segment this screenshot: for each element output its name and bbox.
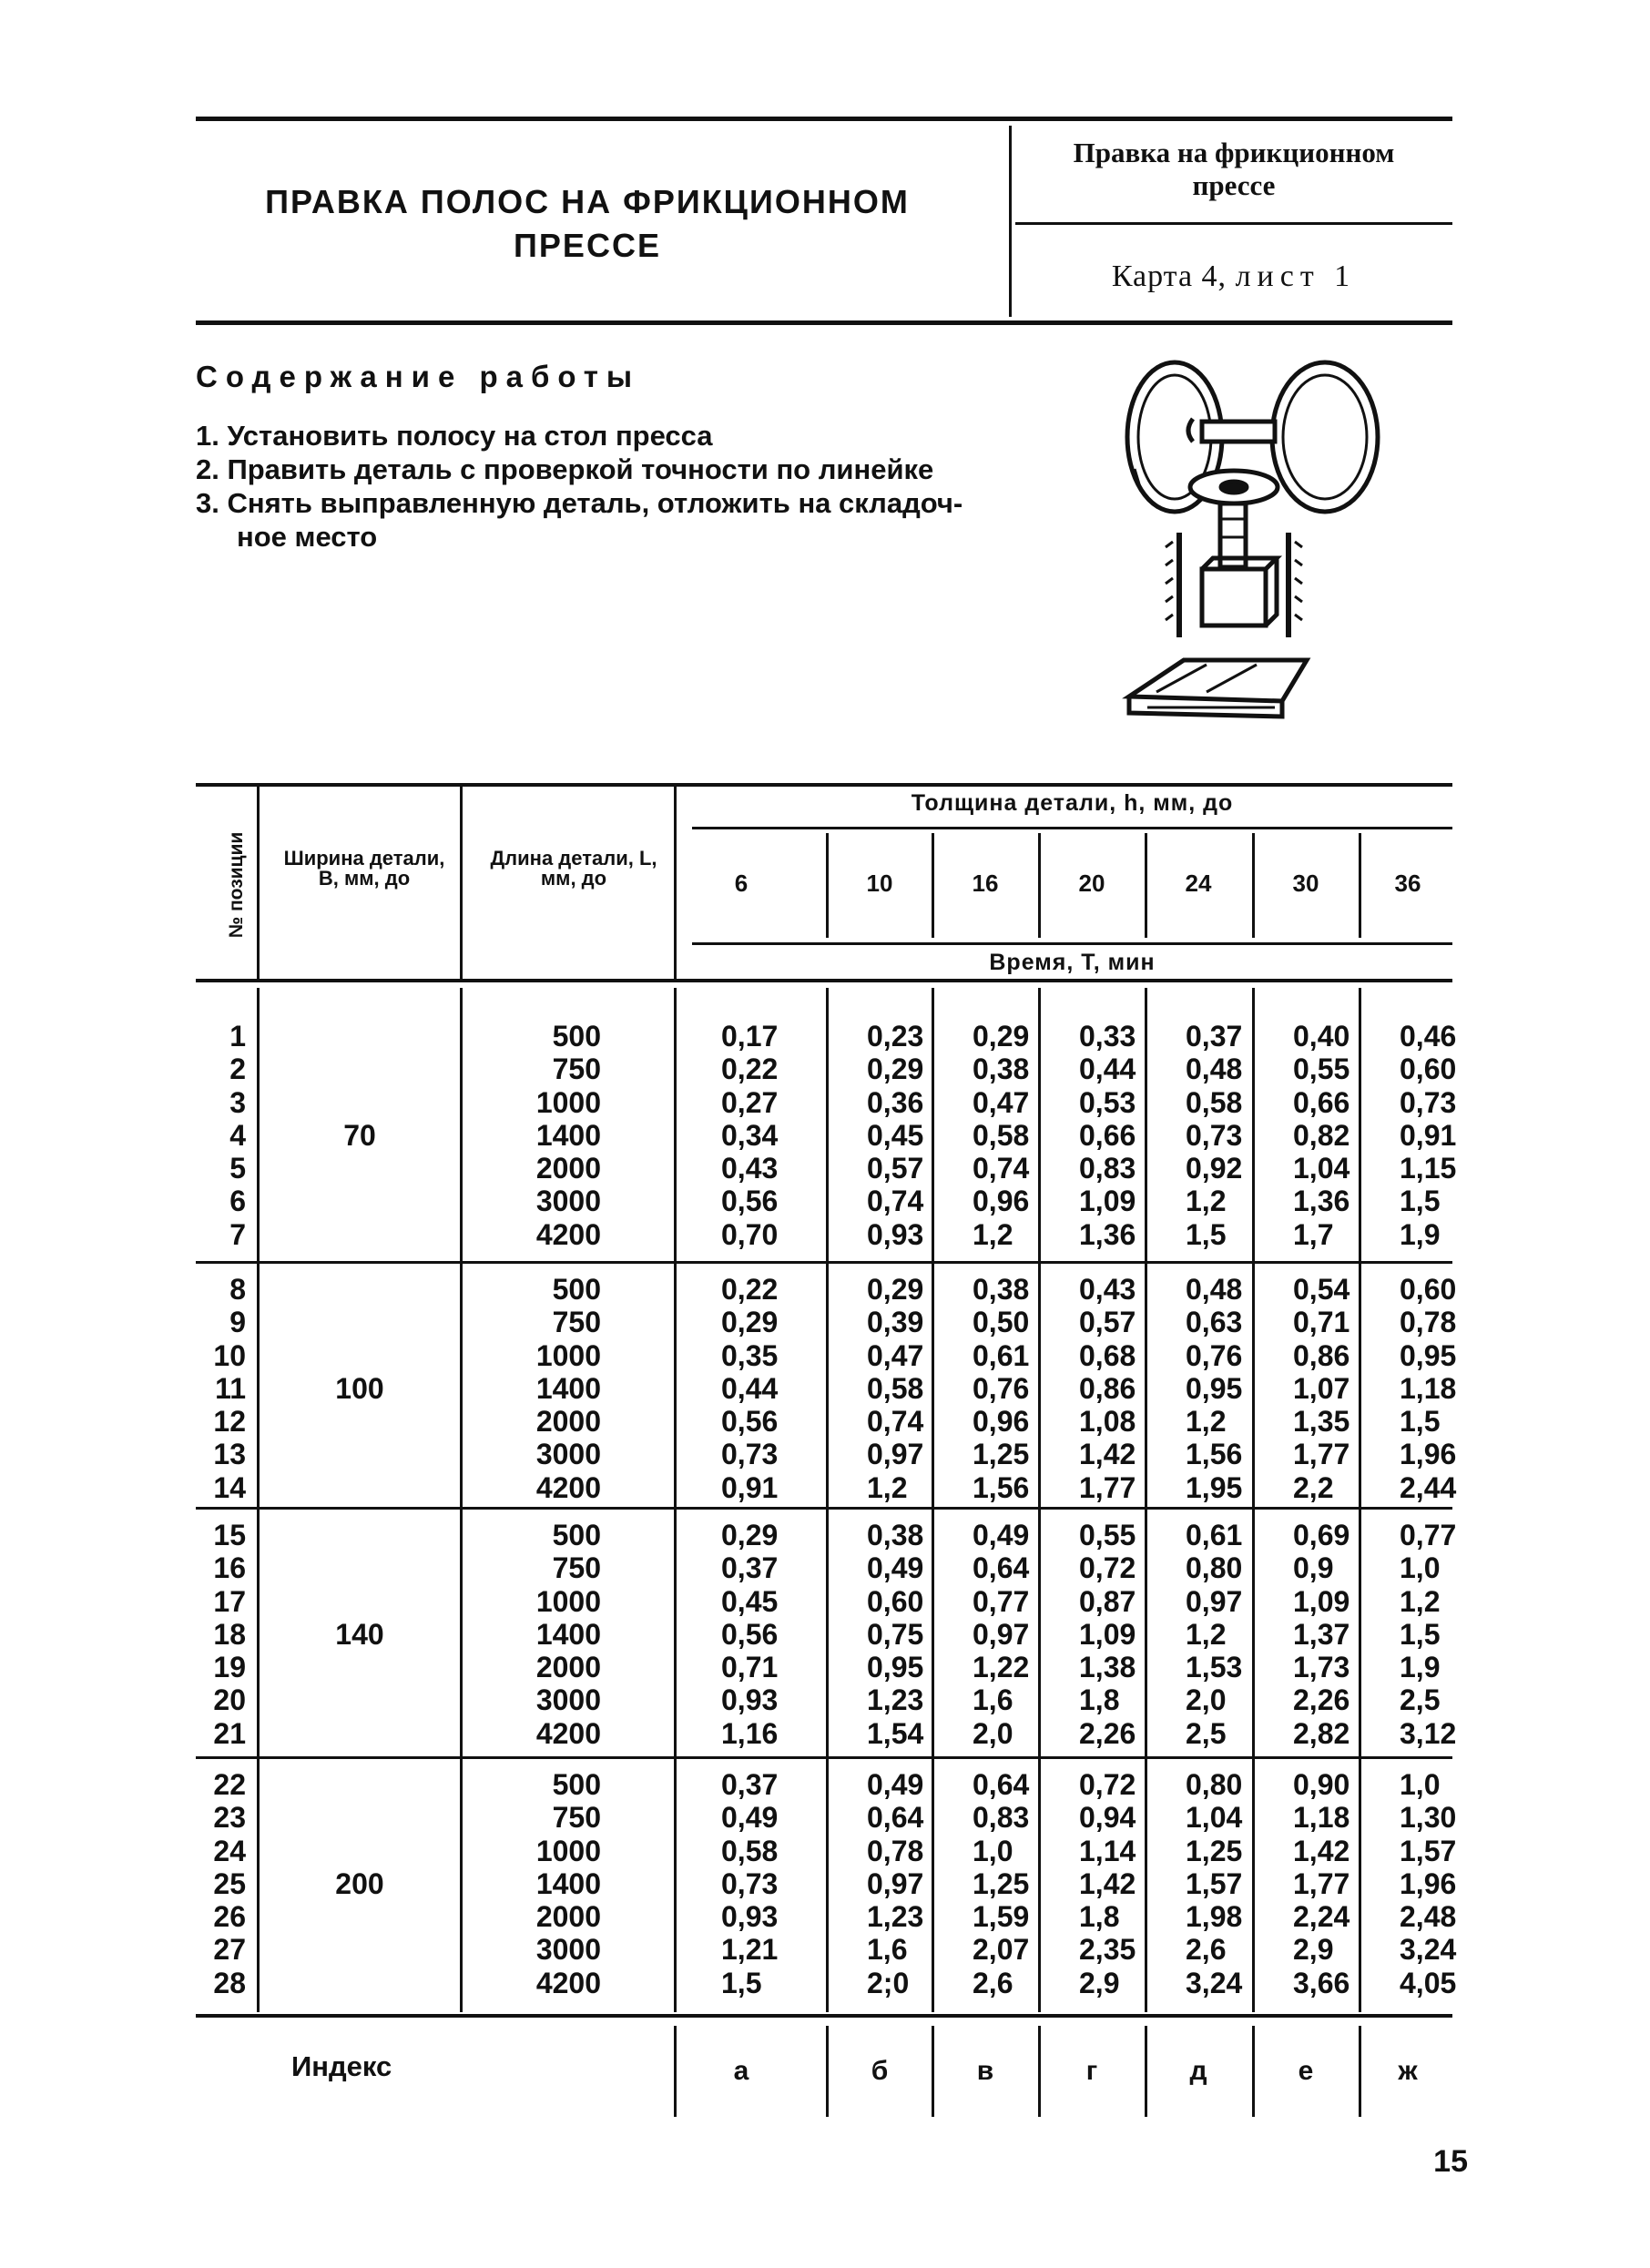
index-col-divider [1145,2026,1147,2117]
body-col-divider [1145,988,1147,2012]
index-value: е [1298,2056,1314,2086]
index-value: г [1085,2056,1098,2086]
time-header: Время, T, мин [989,950,1156,975]
header-col-divider-3 [674,783,677,979]
width-value: 100 [335,1371,384,1405]
header-col-divider-2 [460,783,463,979]
body-col-divider [674,988,677,2012]
time-values: 0,37 0,48 0,58 0,73 0,92 1,2 1,5 [1186,1020,1243,1251]
thickness-col-divider [1252,833,1255,938]
group-separator-rule [196,1756,1452,1759]
length-values: 500 750 1000 1400 2000 3000 4200 [535,1020,601,1251]
body-col-divider [932,988,934,2012]
thickness-value: 20 [1078,870,1105,897]
time-values: 0,61 0,80 0,97 1,2 1,53 2,0 2,5 [1186,1519,1243,1750]
thickness-col-divider [1145,833,1147,938]
column-header-position-text: № позиции [226,831,247,939]
thickness-col-divider [932,833,934,938]
thickness-value: 30 [1292,870,1319,897]
section-heading: Содержание работы [196,360,641,393]
time-values: 0,49 0,64 0,78 0,97 1,23 1,6 2;0 [867,1768,924,1999]
column-header-position [219,830,255,940]
time-values: 0,80 1,04 1,25 1,57 1,98 2,6 3,24 [1186,1768,1243,1999]
card-sheet: лист 1 [1235,259,1357,293]
time-values: 0,29 0,38 0,47 0,58 0,74 0,96 1,2 [973,1020,1030,1251]
length-values: 500 750 1000 1400 2000 3000 4200 [535,1273,601,1504]
position-numbers: 8 9 10 11 12 13 14 [213,1273,246,1504]
index-value: д [1189,2056,1207,2086]
time-values: 0,38 0,49 0,60 0,75 0,95 1,23 1,54 [867,1519,924,1750]
work-step-3-continuation: ное место [237,521,378,553]
thickness-value: 36 [1394,870,1421,897]
position-numbers: 1 2 3 4 5 6 7 [229,1020,246,1251]
position-numbers: 22 23 24 25 26 27 28 [213,1768,246,1999]
work-step-3: 3. Снять выправленную деталь, отложить на складоч- [196,487,963,519]
time-values: 0,55 0,72 0,87 1,09 1,38 1,8 2,26 [1079,1519,1136,1750]
work-step-2: 2. Править деталь с проверкой точности по линейке [196,453,934,485]
body-col-divider [1038,988,1041,2012]
length-values: 500 750 1000 1400 2000 3000 4200 [535,1768,601,1999]
header-divider-horizontal [1015,222,1452,225]
index-col-divider [1359,2026,1361,2117]
length-values: 500 750 1000 1400 2000 3000 4200 [535,1519,601,1750]
index-label: Индекс [291,2050,392,2082]
index-value: а [733,2056,749,2086]
body-col-divider [460,988,463,2012]
time-values: 0,40 0,55 0,66 0,82 1,04 1,36 1,7 [1293,1020,1350,1251]
page-title [196,180,979,268]
thickness-col-divider [1038,833,1041,938]
time-values: 0,77 1,0 1,2 1,5 1,9 2,5 3,12 [1400,1519,1457,1750]
header-right-line2: прессе [1192,169,1276,201]
position-numbers: 15 16 17 18 19 20 21 [213,1519,246,1750]
index-col-divider [1252,2026,1255,2117]
table-header-bottom-rule [196,979,1452,982]
body-col-divider [1359,988,1361,2012]
thickness-value: 24 [1185,870,1212,897]
table-top-rule [196,783,1452,787]
time-values: 0,43 0,57 0,68 0,86 1,08 1,42 1,77 [1079,1273,1136,1504]
page-title-line1: ПРАВКА ПОЛОС НА ФРИКЦИОННОМ [265,183,910,220]
time-values: 0,60 0,78 0,95 1,18 1,5 1,96 2,44 [1400,1273,1457,1504]
card-reference [1020,259,1448,294]
index-col-divider [932,2026,934,2117]
time-values: 0,23 0,29 0,36 0,45 0,57 0,74 0,93 [867,1020,924,1251]
time-values: 0,49 0,64 0,77 0,97 1,22 1,6 2,0 [973,1519,1030,1750]
index-value: ж [1398,2056,1418,2086]
header-right-line1: Правка на фрикционном [1073,137,1395,168]
page-title-line2: ПРЕССЕ [514,227,661,264]
width-value: 70 [343,1118,376,1152]
time-values: 0,69 0,9 1,09 1,37 1,73 2,26 2,82 [1293,1519,1350,1750]
group-separator-rule [196,1261,1452,1264]
header-top-rule [196,117,1452,121]
body-col-divider [257,988,260,2012]
thickness-header: Толщина детали, h, мм, до [911,790,1234,816]
friction-press-illustration [1120,351,1393,742]
time-values: 0,48 0,63 0,76 0,95 1,2 1,56 1,95 [1186,1273,1243,1504]
width-value: 200 [335,1866,384,1900]
card-prefix: Карта 4, [1111,259,1227,293]
time-values: 0,17 0,22 0,27 0,34 0,43 0,56 0,70 [721,1020,779,1251]
time-values: 1,0 1,30 1,57 1,96 2,48 3,24 4,05 [1400,1768,1457,1999]
column-header-width: Ширина детали, B, мм, до [283,847,445,890]
time-values: 0,38 0,50 0,61 0,76 0,96 1,25 1,56 [973,1273,1030,1504]
table-bottom-rule [196,2014,1452,2018]
thickness-value: 6 [734,870,749,897]
thickness-col-divider [826,833,829,938]
index-value: в [976,2056,994,2086]
time-values: 0,29 0,39 0,47 0,58 0,74 0,97 1,2 [867,1273,924,1504]
index-col-divider [674,2026,677,2117]
work-step-1: 1. Установить полосу на стол пресса [196,420,713,452]
width-value: 140 [335,1617,384,1651]
group-separator-rule [196,1507,1452,1510]
body-col-divider [826,988,829,2012]
time-values: 0,46 0,60 0,73 0,91 1,15 1,5 1,9 [1400,1020,1457,1251]
time-values: 0,22 0,29 0,35 0,44 0,56 0,73 0,91 [721,1273,779,1504]
time-values: 0,64 0,83 1,0 1,25 1,59 2,07 2,6 [973,1768,1030,1999]
header-divider-vertical [1009,126,1012,317]
thickness-value: 16 [972,870,999,897]
header-col-divider-1 [257,783,260,979]
time-values: 0,54 0,71 0,86 1,07 1,35 1,77 2,2 [1293,1273,1350,1504]
work-steps-list [196,419,1070,554]
thickness-col-divider [1359,833,1361,938]
column-header-length: Длина детали, L, мм, до [490,847,657,890]
index-col-divider [826,2026,829,2117]
index-value: б [871,2056,889,2086]
thickness-value: 10 [866,870,893,897]
time-values: 0,37 0,49 0,58 0,73 0,93 1,21 1,5 [721,1768,779,1999]
header-bottom-rule [196,320,1452,325]
time-values: 0,29 0,37 0,45 0,56 0,71 0,93 1,16 [721,1519,779,1750]
time-rule [692,942,1452,945]
time-values: 0,33 0,44 0,53 0,66 0,83 1,09 1,36 [1079,1020,1136,1251]
index-col-divider [1038,2026,1041,2117]
time-values: 0,72 0,94 1,14 1,42 1,8 2,35 2,9 [1079,1768,1136,1999]
thickness-rule [692,827,1452,829]
time-values: 0,90 1,18 1,42 1,77 2,24 2,9 3,66 [1293,1768,1350,1999]
header-right-title [1020,137,1448,202]
page-number: 15 [1433,2144,1468,2179]
body-col-divider [1252,988,1255,2012]
